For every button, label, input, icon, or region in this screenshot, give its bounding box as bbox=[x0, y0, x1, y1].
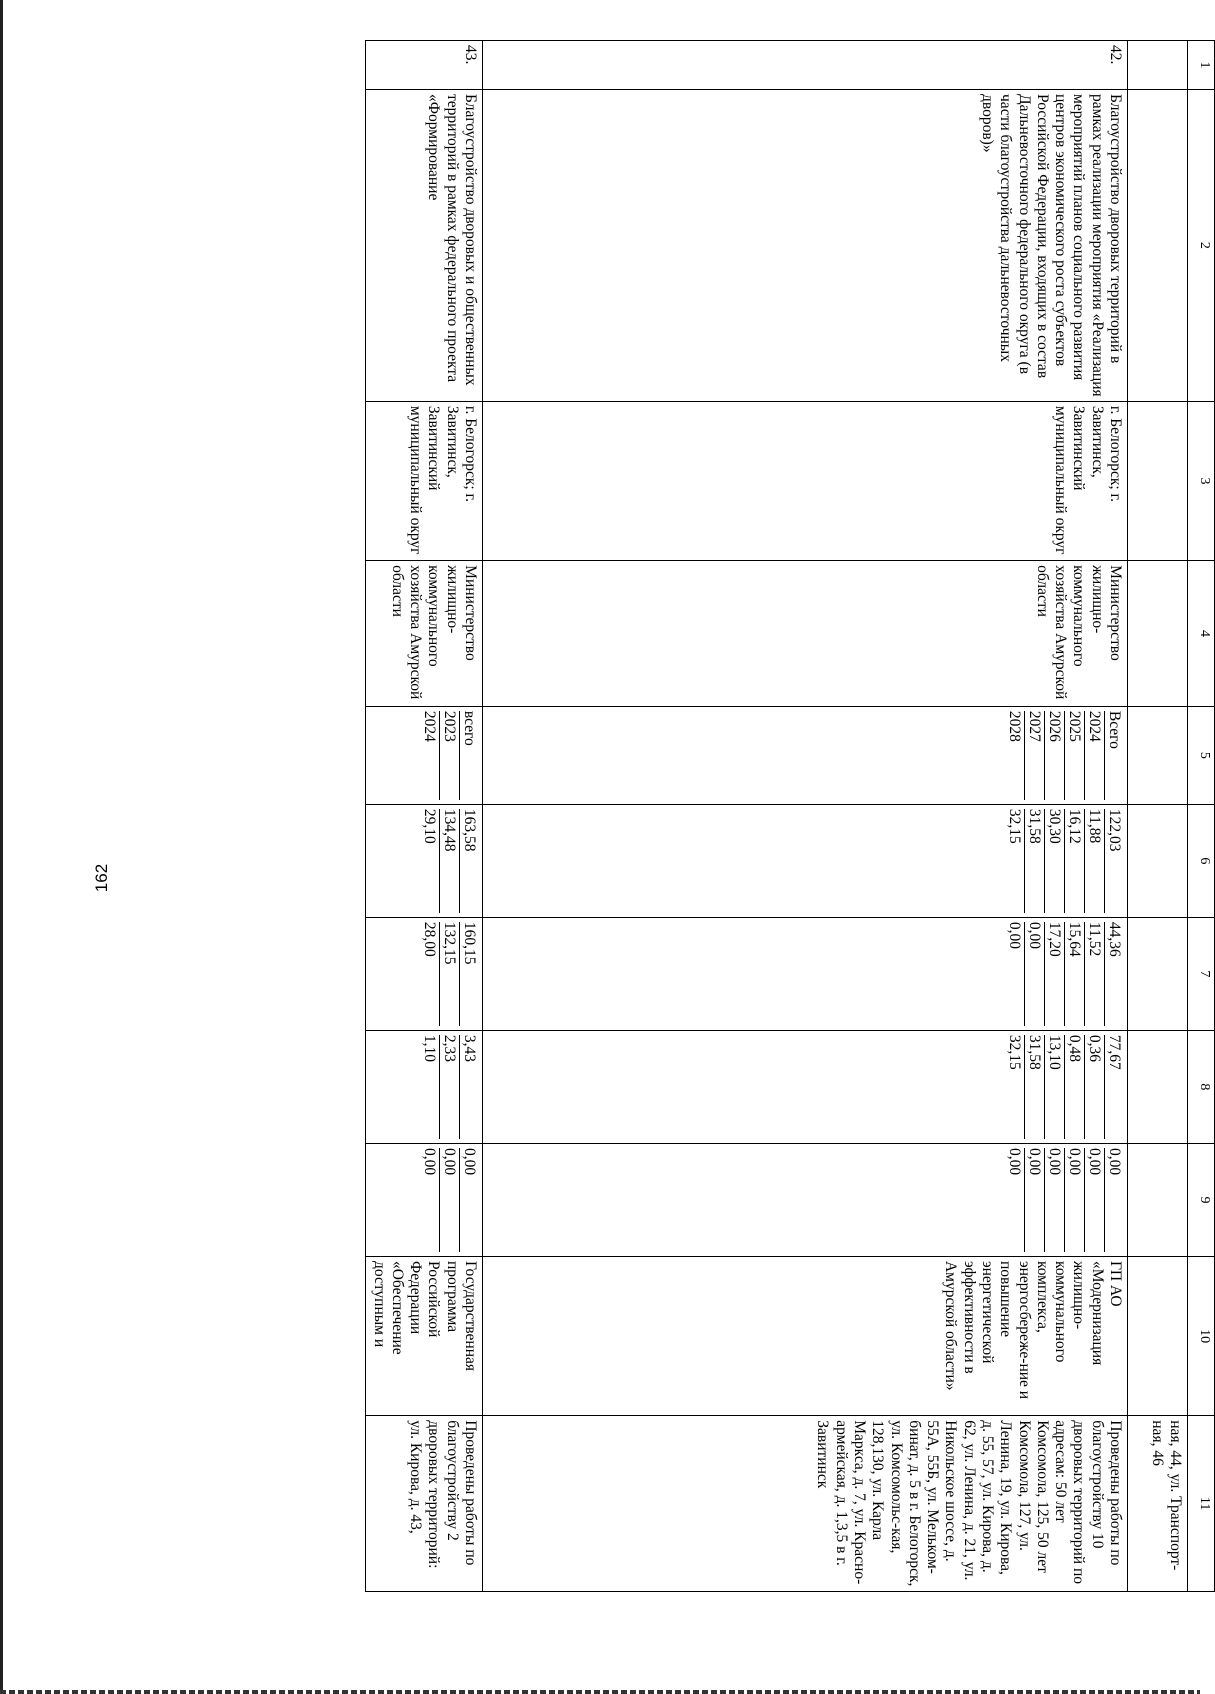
value: 32,15 bbox=[1006, 808, 1023, 844]
result-text: Проведены работы по благоустройству 10 дворовых территорий по адресам: 50 лет Комсомола, 125, 50 лет Комсомола, 127, ул. Ленина, 19, ул. Кирова, д. 55, 57, ул. Кирова, д. 62, ул. Ленина, д. 21, ул. Никольское шоссе, д. 55А, 55Б, ул. Мельком-бинат, д. 5 в г. Белогорск, ул. Комсомольс-кая, 128,130, ул. Карла Маркса, д. 7, ул. Красно-армейская, д. 1,3,5 в г. Завитинск bbox=[483, 1416, 1128, 1592]
event-name: Благоустройство дворовых и общественных территорий в рамках федерального проекта «Формирование bbox=[366, 90, 483, 402]
value: 132,15 bbox=[439, 922, 459, 1026]
value: 163,58 bbox=[459, 809, 479, 913]
other-funding-cell bbox=[483, 1143, 1128, 1256]
total-funding-cell bbox=[483, 804, 1128, 917]
value: 0,00 bbox=[1024, 922, 1044, 1026]
table-row bbox=[366, 41, 483, 1592]
header-cell: 10 bbox=[1188, 1256, 1215, 1415]
federal-funding-cell bbox=[483, 917, 1128, 1030]
value: 31,58 bbox=[1024, 809, 1044, 913]
header-cell: 3 bbox=[1188, 401, 1215, 560]
header-cell: 11 bbox=[1188, 1416, 1215, 1592]
header-cell: 6 bbox=[1188, 804, 1215, 917]
event-name: Благоустройство дворовых территорий в рамках реализации мероприятия «Реализация мероприятий планов социального развития центров экономического роста субъектов Российской Федерации, входящих в состав Дальневосточного федерального округа (в части благоустройства дальневосточных дворов)» bbox=[483, 90, 1128, 402]
value: 0,48 bbox=[1064, 1035, 1084, 1139]
value: 32,15 bbox=[1006, 1034, 1023, 1070]
page-number: 162 bbox=[92, 863, 111, 893]
value: 28,00 bbox=[421, 921, 438, 957]
year: 2024 bbox=[421, 710, 438, 742]
value: 122,03 bbox=[1104, 809, 1124, 913]
executor: Министерство жилищно-коммунального хозяйства Амурской области bbox=[483, 561, 1128, 707]
value: 160,15 bbox=[459, 922, 479, 1026]
value: 0,00 bbox=[459, 1148, 479, 1252]
year: 2024 bbox=[1084, 711, 1104, 800]
location: г. Белогорск; г. Завитинск, Завитинский муниципальный округ bbox=[366, 401, 483, 560]
header-cell: 5 bbox=[1188, 706, 1215, 804]
value: 0,00 bbox=[1044, 1148, 1064, 1252]
year: 2027 bbox=[1024, 711, 1044, 800]
value: 0,00 bbox=[1006, 1147, 1023, 1176]
value: 11,52 bbox=[1084, 922, 1104, 1026]
result-text: Проведены работы по благоустройству 2 дворовых территорий: ул. Кирова, д. 43, bbox=[366, 1416, 483, 1592]
value: 31,58 bbox=[1024, 1035, 1044, 1139]
value: 0,36 bbox=[1084, 1035, 1104, 1139]
value: 17,20 bbox=[1044, 922, 1064, 1026]
value: 77,67 bbox=[1104, 1035, 1124, 1139]
year: Всего bbox=[1104, 711, 1124, 800]
row-number: 43. bbox=[366, 41, 483, 90]
header-cell: 9 bbox=[1188, 1143, 1215, 1256]
value: 30,30 bbox=[1044, 809, 1064, 913]
regional-funding-cell bbox=[366, 1030, 483, 1143]
header-cell: 4 bbox=[1188, 561, 1215, 707]
other-funding-cell bbox=[366, 1143, 483, 1256]
years-cell bbox=[366, 706, 483, 804]
value: 1,10 bbox=[421, 1034, 438, 1063]
value: 0,00 bbox=[1104, 1148, 1124, 1252]
location: г. Белогорск; г. Завитинск, Завитинский муниципальный округ bbox=[483, 401, 1128, 560]
year: 2025 bbox=[1064, 711, 1084, 800]
executor: Министерство жилищно-коммунального хозяйства Амурской области bbox=[366, 561, 483, 707]
header-cell: 7 bbox=[1188, 917, 1215, 1030]
year: 2023 bbox=[439, 711, 459, 800]
scan-edge bbox=[0, 1690, 1200, 1694]
table-wrapper bbox=[195, 40, 1215, 1592]
year: 2028 bbox=[1006, 710, 1023, 742]
value: 0,00 bbox=[1064, 1148, 1084, 1252]
value: 29,10 bbox=[421, 808, 438, 844]
year: 2026 bbox=[1044, 711, 1064, 800]
federal-funding-cell bbox=[366, 917, 483, 1030]
year: всего bbox=[459, 711, 479, 800]
scan-edge bbox=[0, 0, 3, 1694]
value: 0,00 bbox=[1084, 1148, 1104, 1252]
header-cell: 8 bbox=[1188, 1030, 1215, 1143]
value: 0,00 bbox=[421, 1147, 438, 1176]
row-number: 42. bbox=[483, 41, 1128, 90]
value: 11,88 bbox=[1084, 809, 1104, 913]
rotated-table-container bbox=[195, 40, 1215, 1592]
carry-over-row bbox=[1128, 41, 1188, 1592]
value: 2,33 bbox=[439, 1035, 459, 1139]
program-name: ГП АО «Модернизация жилищно-коммунального комплекса, энергосбереже-ние и повышение энергетической эффективности в Амурской области» bbox=[483, 1256, 1128, 1415]
value: 0,00 bbox=[439, 1148, 459, 1252]
header-cell: 1 bbox=[1188, 41, 1215, 90]
program-name: Государственная программа Российской Федерации «Обеспечение доступным и bbox=[366, 1256, 483, 1415]
regional-funding-cell bbox=[483, 1030, 1128, 1143]
header-row bbox=[1188, 41, 1215, 1592]
value: 44,36 bbox=[1104, 922, 1124, 1026]
value: 134,48 bbox=[439, 809, 459, 913]
value: 0,00 bbox=[1024, 1148, 1044, 1252]
years-cell bbox=[483, 706, 1128, 804]
value: 16,12 bbox=[1064, 809, 1084, 913]
value: 0,00 bbox=[1006, 921, 1023, 950]
value: 3,43 bbox=[459, 1035, 479, 1139]
program-table bbox=[365, 40, 1215, 1592]
table-row bbox=[483, 41, 1128, 1592]
value: 15,64 bbox=[1064, 922, 1084, 1026]
value: 13,10 bbox=[1044, 1035, 1064, 1139]
total-funding-cell bbox=[366, 804, 483, 917]
header-cell: 2 bbox=[1188, 90, 1215, 402]
carry-over-text: ная, 44, ул. Транспорт-ная, 46 bbox=[1128, 1416, 1188, 1592]
